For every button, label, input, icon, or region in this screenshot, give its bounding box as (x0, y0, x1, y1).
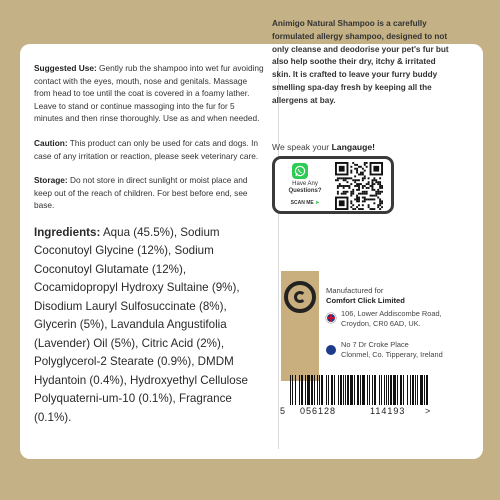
have-any-questions: Have Any Questions? (288, 181, 322, 194)
barcode (280, 375, 432, 407)
ingredients: Ingredients: Aqua (45.5%), Sodium Coconutoyl Glycine (12%), Sodium Coconutoyl Glutamate (12%), Cocamidopropyl Hydroxy Sultaine (9%), Disodium Lauryl Sulfosuccinate (8%), Glycerin (5%), Lavandula Angustifolia (Lavender) Oil (5%), Citric Acid (2%), Polyglycerol-2 Stearate (0.9%), DMDM Hydantoin (0.4%), Hydroxyethyl Cellulose Polyquaterni-um-10 (0.1%), Fragrance (0.1%). (34, 225, 248, 424)
barcode-first-digit: 5 (280, 406, 286, 416)
barcode-end-marker: > (425, 406, 431, 416)
speak-language: We speak your Langauge! (272, 142, 376, 152)
ie-address: No 7 Dr Croke Place Clonmel, Co. Tipperary, Ireland (341, 340, 443, 359)
suggested-use: Suggested Use: Gently rub the shampoo into wet fur avoiding contact with the eyes, mouth, nose and genitals. Massage from head to toe until the coat is covered in a foamy lather. Leave to stand or continue massoging into the fur for 5 minutes and then rinse thoroughly. Use as and when needed. (34, 63, 264, 124)
barcode-right-group: 114193 (370, 406, 406, 416)
product-intro: Animigo Natural Shampoo is a carefully formulated allergy shampoo, designed to not only cleanse and deodorise your pet's fur but also help soothe their dry, itchy & irritated skin. It is crafted to leave your furry buddy smelling spa-day fresh by keeping all the allergens at bay. (272, 19, 449, 105)
eu-flag-icon (326, 345, 336, 355)
column-divider (278, 54, 279, 449)
uk-address: 106, Lower Addiscombe Road, Croydon, CR0 6AD, UK. (341, 309, 442, 328)
caution: Caution: This product can only be used for cats and dogs. In case of any irritation or reaction, please seek veterinary care. (34, 137, 259, 161)
barcode-left-group: 056128 (300, 406, 337, 416)
storage: Storage: Do not store in direct sunlight or moist place and keep out of the reach of children. For best before end, see base. (34, 175, 248, 211)
comfort-click-logo (281, 271, 319, 381)
uk-flag-icon (326, 313, 336, 323)
phone-contact-card[interactable] (272, 156, 394, 214)
qr-code[interactable] (335, 162, 383, 210)
left-column (34, 62, 264, 427)
logo-c-icon (294, 291, 306, 303)
scan-me: SCAN ME ➤ (290, 200, 320, 206)
right-column (272, 18, 452, 108)
manufacturer-heading: Manufactured for Comfort Click Limited (326, 286, 405, 305)
logo-ring (284, 281, 316, 313)
whatsapp-icon (292, 163, 308, 179)
